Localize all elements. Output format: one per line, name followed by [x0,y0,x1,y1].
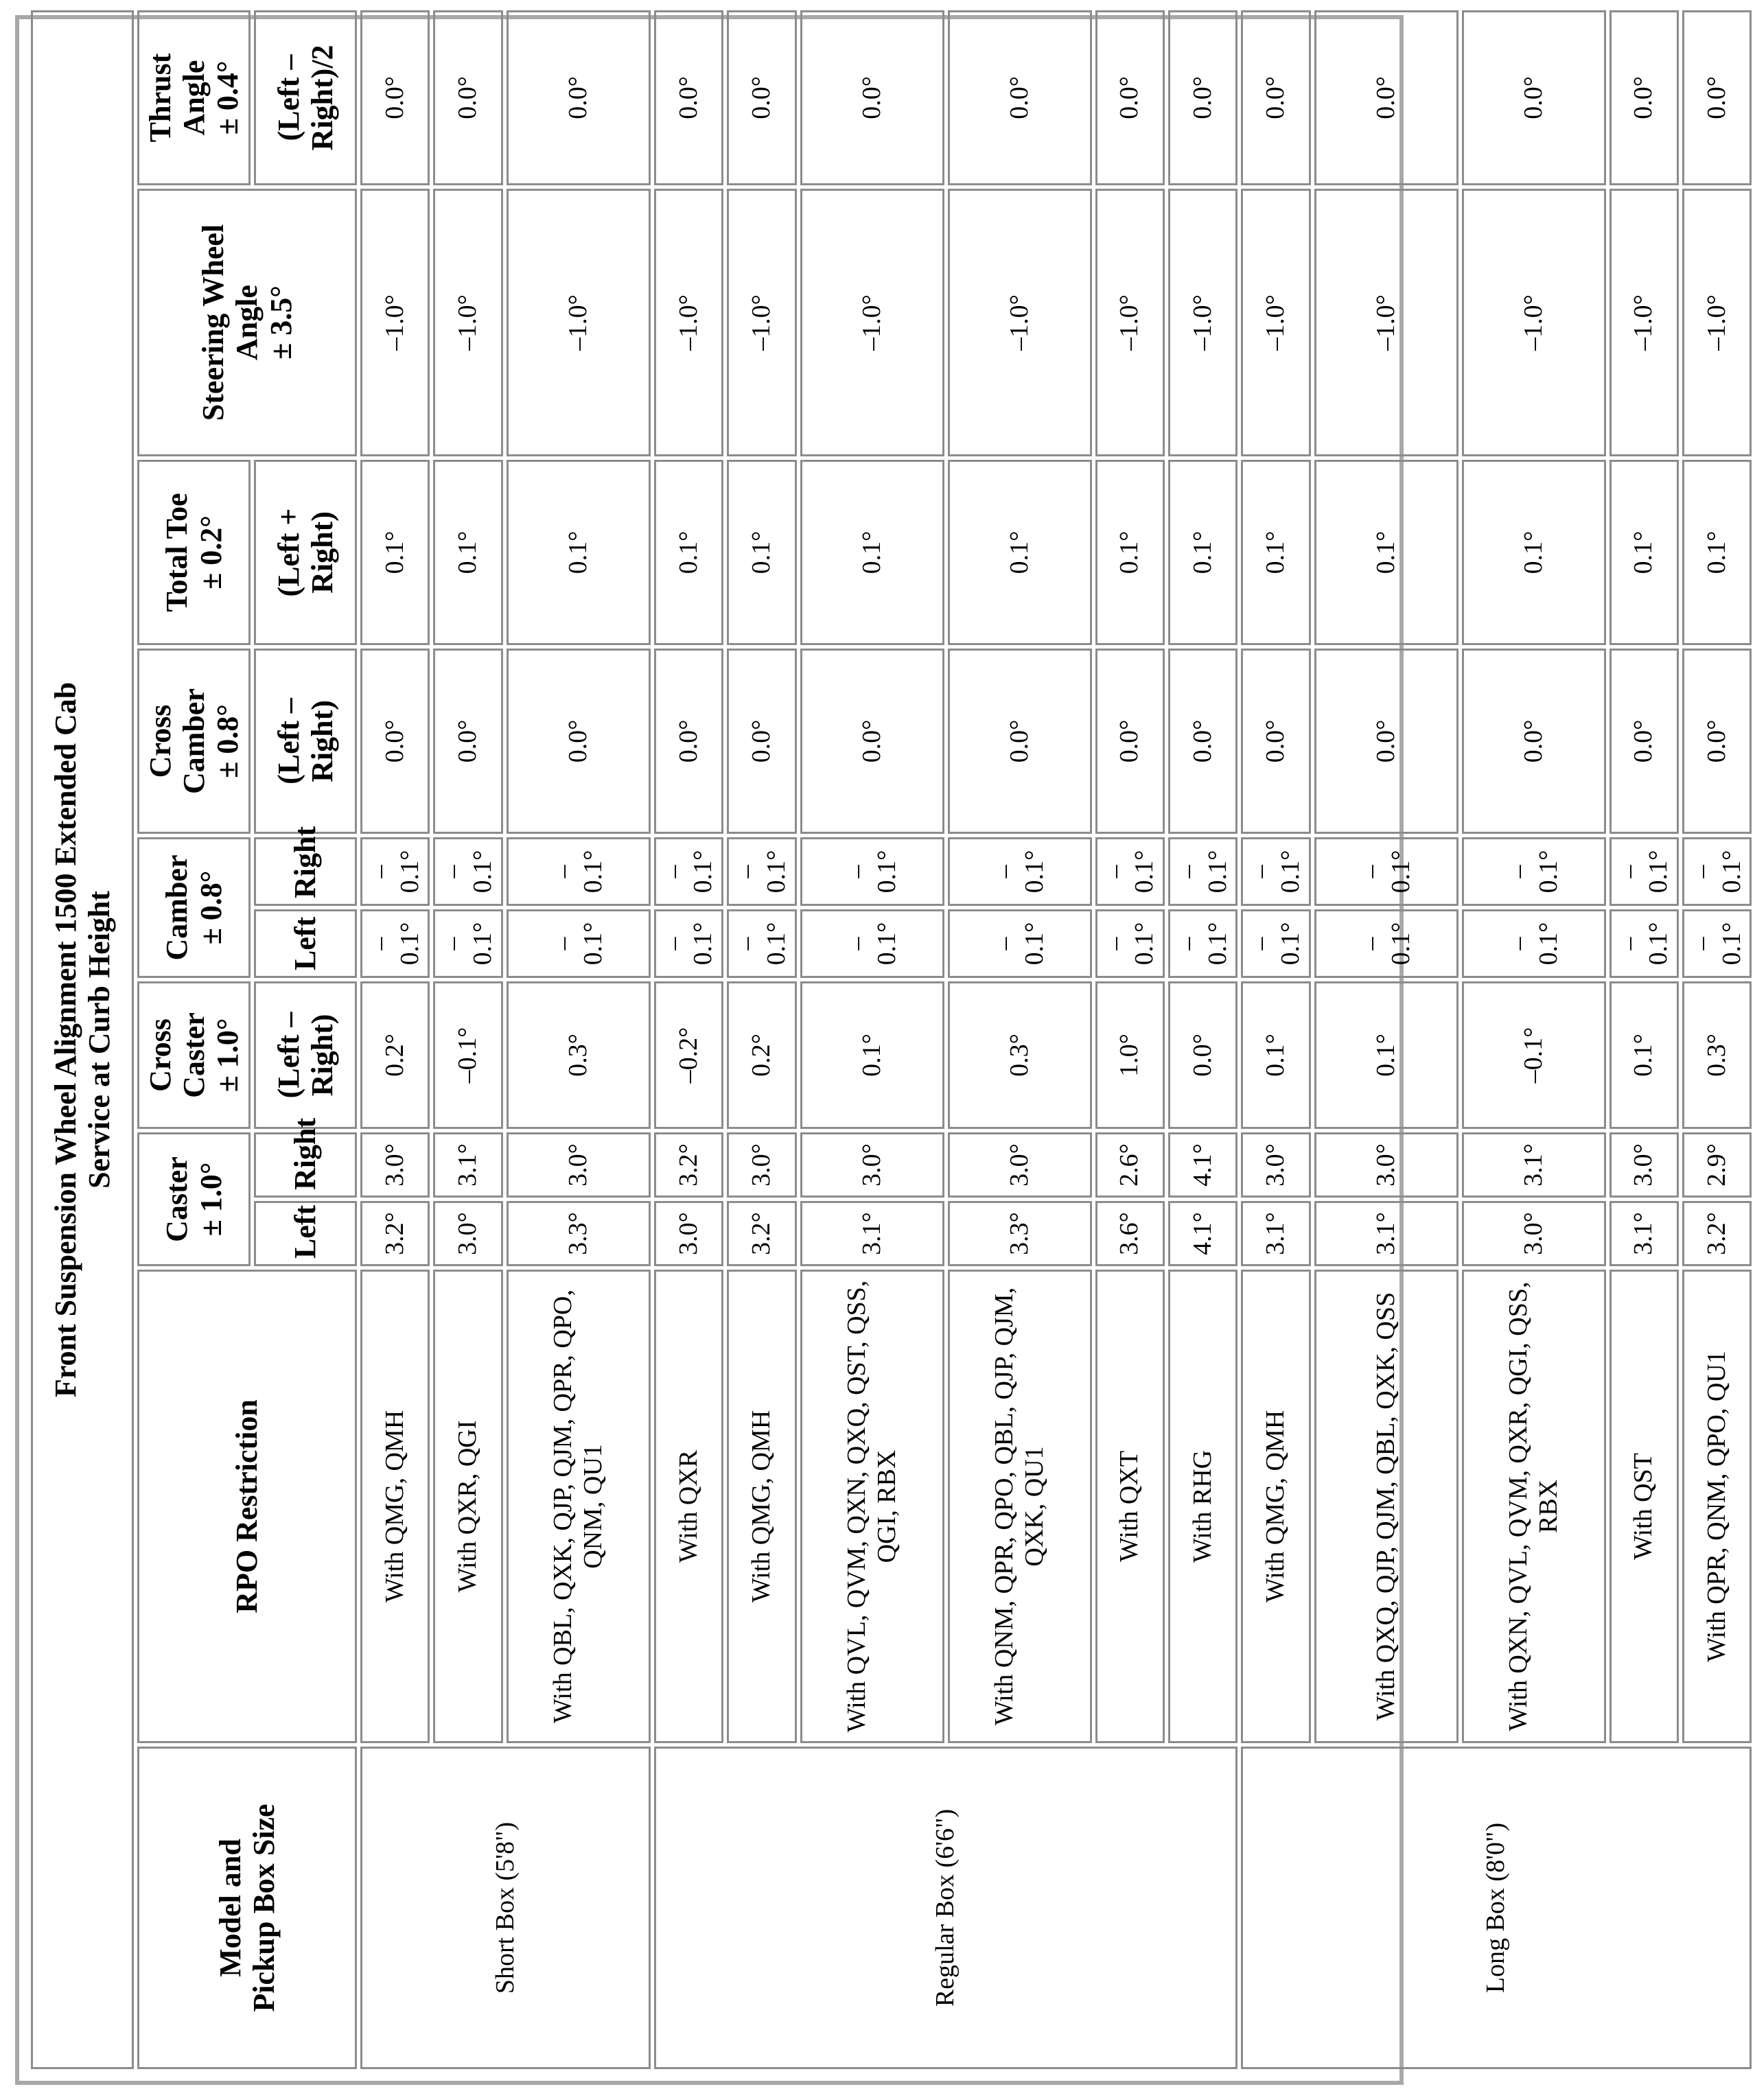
total-toe-cell: 0.1° [948,460,1092,645]
camber-left-cell: –0.1° [1095,909,1165,978]
caster-right-cell: 3.0° [360,1132,430,1198]
alignment-spec-table [27,7,1755,2073]
header-steering-line-2: Angle [230,285,264,360]
caster-right-cell: 3.0° [800,1132,944,1198]
header-cross-camber-label: Cross Camber [143,688,211,794]
subheader-camber-left: Left [254,909,357,978]
table-body [360,10,1752,2069]
steering-angle-cell: –1.0° [1095,189,1165,456]
total-toe-cell: 0.1° [1095,460,1165,645]
cross-camber-cell: 0.0° [727,649,796,834]
thrust-angle-cell: 0.0° [727,10,796,185]
thrust-angle-cell: 0.0° [1609,10,1679,185]
cross-camber-cell: 0.0° [654,649,723,834]
header-steering-tol: ± 3.5° [264,285,298,360]
caster-right-cell: 3.1° [1462,1132,1606,1198]
header-steering-wheel-angle [137,189,357,456]
caster-right-cell: 3.1° [433,1132,502,1198]
table-row [654,10,723,2069]
caster-left-cell: 3.3° [948,1201,1092,1266]
cross-caster-cell: 0.2° [727,981,796,1129]
camber-right-cell: –0.1° [654,837,723,906]
header-total-toe [137,460,251,645]
cross-caster-cell: –0.2° [654,981,723,1129]
caster-right-cell: 3.2° [654,1132,723,1198]
cross-caster-cell: 0.1° [1314,981,1458,1129]
subheader-thrust: (Left – Right)/2 [254,10,357,185]
thrust-angle-cell: 0.0° [360,10,430,185]
cross-caster-cell: –0.1° [1462,981,1606,1129]
header-cross-caster-tol: ± 1.0° [211,1018,245,1093]
total-toe-cell: 0.1° [1314,460,1458,645]
caster-left-cell: 3.0° [654,1201,723,1266]
camber-left-cell: –0.1° [1314,909,1458,978]
caster-right-cell: 2.9° [1682,1132,1752,1198]
thrust-angle-cell: 0.0° [1095,10,1165,185]
header-steering-line-1: Steering Wheel [196,224,231,421]
header-thrust-tol: ± 0.4° [211,60,245,135]
model-cell-short-box: Short Box (5'8") [360,1747,651,2069]
rpo-cell: With QMG, QMH [360,1270,430,1743]
steering-angle-cell: –1.0° [654,189,723,456]
cross-caster-cell: 0.0° [1168,981,1237,1129]
header-camber-label: Camber [160,854,194,961]
camber-right-cell: –0.1° [1241,837,1310,906]
rpo-cell: With QXQ, QJP, QJM, QBL, QXK, QSS [1314,1270,1458,1743]
header-cross-camber-tol: ± 0.8° [211,704,245,778]
header-thrust-line-2: Angle [176,60,211,136]
cross-caster-cell: 1.0° [1095,981,1165,1129]
steering-angle-cell: –1.0° [1314,189,1458,456]
camber-right-cell: –0.1° [1609,837,1679,906]
steering-angle-cell: –1.0° [1241,189,1310,456]
camber-right-cell: –0.1° [1682,837,1752,906]
caster-right-cell: 3.0° [1314,1132,1458,1198]
camber-right-cell: –0.1° [433,837,502,906]
thrust-angle-cell: 0.0° [1462,10,1606,185]
thrust-angle-cell: 0.0° [800,10,944,185]
camber-right-cell: –0.1° [1462,837,1606,906]
header-row-1 [137,10,251,2069]
total-toe-cell: 0.1° [1241,460,1310,645]
caster-left-cell: 3.1° [1609,1201,1679,1266]
header-cross-caster [137,981,251,1129]
rpo-cell: With QXN, QVL, QVM, QXR, QGI, QSS, RBX [1462,1270,1606,1743]
rpo-cell: With QST [1609,1270,1679,1743]
camber-left-cell: –0.1° [433,909,502,978]
header-model-line-2: Pickup Box Size [247,1804,281,2012]
cross-camber-cell: 0.0° [360,649,430,834]
caster-right-cell: 3.0° [1241,1132,1310,1198]
total-toe-cell: 0.1° [727,460,796,645]
rpo-cell: With QMG, QMH [727,1270,796,1743]
subheader-caster-left: Left [254,1201,357,1266]
cross-camber-cell: 0.0° [948,649,1092,834]
header-caster-label: Caster [160,1156,194,1242]
total-toe-cell: 0.1° [1609,460,1679,645]
camber-right-cell: –0.1° [360,837,430,906]
cross-camber-cell: 0.0° [800,649,944,834]
thrust-angle-cell: 0.0° [1682,10,1752,185]
camber-right-cell: –0.1° [727,837,796,906]
rpo-cell: With QMG, QMH [1241,1270,1310,1743]
steering-angle-cell: –1.0° [507,189,651,456]
thrust-angle-cell: 0.0° [1168,10,1237,185]
subheader-total-toe: (Left + Right) [254,460,357,645]
thrust-angle-cell: 0.0° [948,10,1092,185]
caster-right-cell: 2.6° [1095,1132,1165,1198]
caster-left-cell: 3.1° [1314,1201,1458,1266]
cross-camber-cell: 0.0° [1241,649,1310,834]
caster-right-cell: 4.1° [1168,1132,1237,1198]
camber-right-cell: –0.1° [1095,837,1165,906]
rpo-cell: With QVL, QVM, QXN, QXQ, QST, QSS, QGI, RBX [800,1270,944,1743]
steering-angle-cell: –1.0° [1168,189,1237,456]
header-caster [137,1132,251,1266]
camber-left-cell: –0.1° [800,909,944,978]
thrust-angle-cell: 0.0° [507,10,651,185]
rpo-cell: With QXT [1095,1270,1165,1743]
model-cell-regular-box: Regular Box (6'6") [654,1747,1238,2069]
camber-left-cell: –0.1° [1682,909,1752,978]
caster-left-cell: 3.3° [507,1201,651,1266]
header-total-toe-tol: ± 0.2° [194,515,228,590]
camber-left-cell: –0.1° [1462,909,1606,978]
thrust-angle-cell: 0.0° [654,10,723,185]
rpo-cell: With QXR, QGI [433,1270,502,1743]
steering-angle-cell: –1.0° [1682,189,1752,456]
header-camber [137,837,251,978]
caster-left-cell: 3.2° [1682,1201,1752,1266]
subheader-caster-right: Right [254,1132,357,1198]
model-cell-long-box: Long Box (8'0") [1241,1747,1752,2069]
caster-left-cell: 3.2° [727,1201,796,1266]
camber-right-cell: –0.1° [507,837,651,906]
caster-right-cell: 3.0° [507,1132,651,1198]
rpo-cell: With QPR, QNM, QPO, QU1 [1682,1270,1752,1743]
cross-camber-cell: 0.0° [1314,649,1458,834]
cross-caster-cell: 0.3° [948,981,1092,1129]
header-cross-caster-label: Cross Caster [143,1012,211,1098]
cross-caster-cell: 0.1° [800,981,944,1129]
title-line-2: Service at Curb Height [82,891,116,1189]
total-toe-cell: 0.1° [1682,460,1752,645]
cross-camber-cell: 0.0° [1168,649,1237,834]
total-toe-cell: 0.1° [1168,460,1237,645]
camber-left-cell: –0.1° [1241,909,1310,978]
table-title [31,10,134,2069]
header-cross-camber [137,649,251,834]
caster-right-cell: 3.0° [1609,1132,1679,1198]
caster-left-cell: 3.2° [360,1201,430,1266]
header-camber-tol: ± 0.8° [194,870,228,945]
header-rpo: RPO Restriction [137,1270,357,1743]
thrust-angle-cell: 0.0° [1314,10,1458,185]
cross-camber-cell: 0.0° [1462,649,1606,834]
rpo-cell: With QNM, QPR, QPO, QBL, QJP, QJM, QXK, QU1 [948,1270,1092,1743]
caster-right-cell: 3.0° [948,1132,1092,1198]
total-toe-cell: 0.1° [800,460,944,645]
subheader-cross-caster: (Left – Right) [254,981,357,1129]
cross-camber-cell: 0.0° [433,649,502,834]
header-total-toe-label: Total Toe [160,493,194,612]
thrust-angle-cell: 0.0° [433,10,502,185]
caster-left-cell: 3.0° [1462,1201,1606,1266]
cross-camber-cell: 0.0° [507,649,651,834]
subheader-cross-camber: (Left – Right) [254,649,357,834]
total-toe-cell: 0.1° [360,460,430,645]
steering-angle-cell: –1.0° [433,189,502,456]
rpo-cell: With QXR [654,1270,723,1743]
caster-left-cell: 3.6° [1095,1201,1165,1266]
rpo-cell: With RHG [1168,1270,1237,1743]
cross-caster-cell: 0.3° [1682,981,1752,1129]
total-toe-cell: 0.1° [1462,460,1606,645]
total-toe-cell: 0.1° [433,460,502,645]
header-model [137,1747,357,2069]
camber-left-cell: –0.1° [654,909,723,978]
camber-right-cell: –0.1° [1168,837,1237,906]
cross-caster-cell: –0.1° [433,981,502,1129]
steering-angle-cell: –1.0° [727,189,796,456]
caster-left-cell: 3.1° [1241,1201,1310,1266]
header-model-line-1: Model and [213,1839,247,1977]
camber-left-cell: –0.1° [360,909,430,978]
camber-left-cell: –0.1° [948,909,1092,978]
cross-camber-cell: 0.0° [1682,649,1752,834]
camber-left-cell: –0.1° [1609,909,1679,978]
camber-right-cell: –0.1° [1314,837,1458,906]
subheader-camber-right: Right [254,837,357,906]
cross-camber-cell: 0.0° [1095,649,1165,834]
camber-right-cell: –0.1° [800,837,944,906]
table-row [360,10,430,2069]
cross-caster-cell: 0.2° [360,981,430,1129]
camber-left-cell: –0.1° [1168,909,1237,978]
cross-caster-cell: 0.3° [507,981,651,1129]
steering-angle-cell: –1.0° [1462,189,1606,456]
cross-caster-cell: 0.1° [1241,981,1310,1129]
table-frame [15,15,1746,2085]
total-toe-cell: 0.1° [507,460,651,645]
caster-left-cell: 3.0° [433,1201,502,1266]
steering-angle-cell: –1.0° [948,189,1092,456]
cross-camber-cell: 0.0° [1609,649,1679,834]
header-thrust-line-1: Thrust [143,53,177,143]
header-thrust-angle [137,10,251,185]
header-caster-tol: ± 1.0° [194,1162,228,1237]
caster-left-cell: 3.1° [800,1201,944,1266]
caster-right-cell: 3.0° [727,1132,796,1198]
camber-left-cell: –0.1° [507,909,651,978]
caster-left-cell: 4.1° [1168,1201,1237,1266]
table-row [1241,10,1310,2069]
camber-right-cell: –0.1° [948,837,1092,906]
total-toe-cell: 0.1° [654,460,723,645]
cross-caster-cell: 0.1° [1609,981,1679,1129]
steering-angle-cell: –1.0° [800,189,944,456]
rpo-cell: With QBL, QXK, QJP, QJM, QPR, QPO, QNM, QU1 [507,1270,651,1743]
steering-angle-cell: –1.0° [1609,189,1679,456]
steering-angle-cell: –1.0° [360,189,430,456]
title-line-1: Front Suspension Wheel Alignment 1500 Extended Cab [48,681,82,1398]
thrust-angle-cell: 0.0° [1241,10,1310,185]
camber-left-cell: –0.1° [727,909,796,978]
title-row [31,10,134,2069]
